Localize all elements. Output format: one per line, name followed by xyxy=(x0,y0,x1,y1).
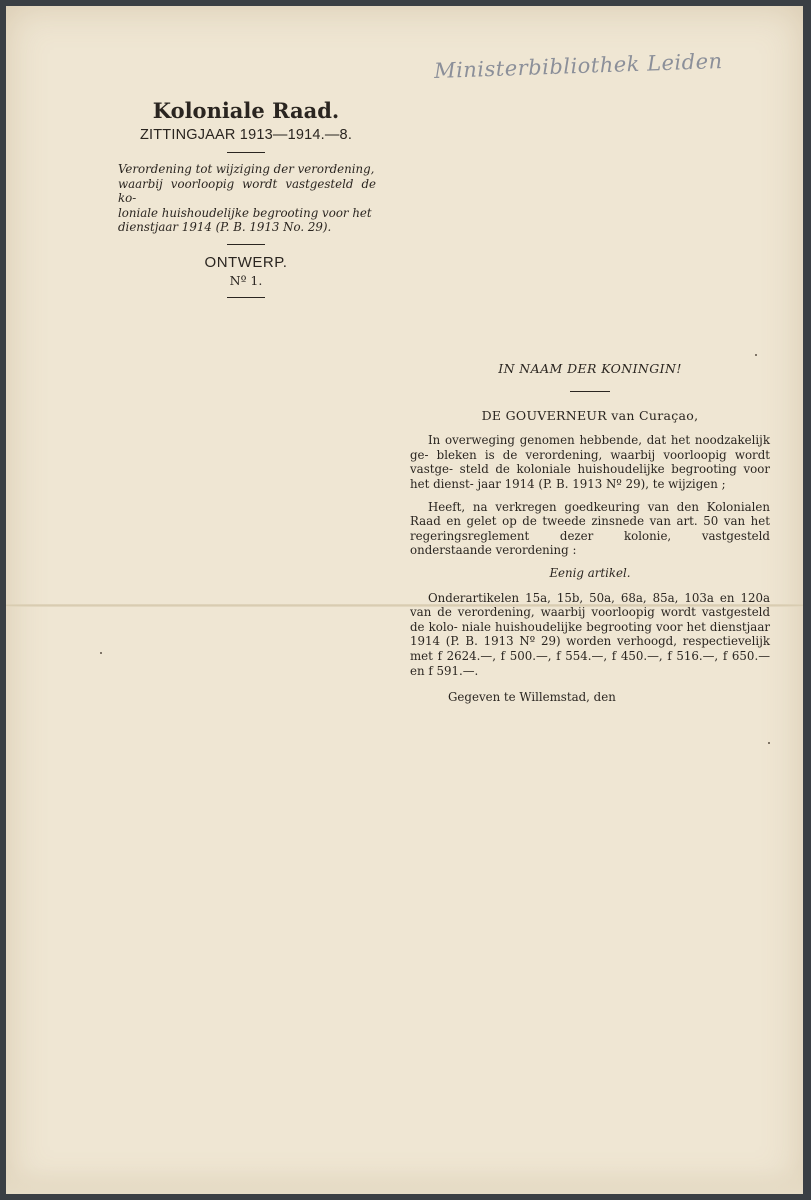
document-header xyxy=(116,98,376,307)
considering-paragraph: In overweging genomen hebbende, dat het noodzakelijk ge- bleken is de verordening, waarbij voorloopig wordt vastge- steld de koloniale huishoudelijke begrooting voor het dienst- jaar 1914 (P. B. 1913 Nº 29), te wijzigen ; xyxy=(410,433,770,491)
paper-speck xyxy=(768,742,770,744)
body-divider xyxy=(570,391,610,392)
given-line: Gegeven te Willemstad, den xyxy=(448,690,616,705)
paper-speck xyxy=(100,652,102,654)
paper-speck xyxy=(755,354,757,356)
draft-label: ONTWERP. xyxy=(204,253,288,271)
header-divider xyxy=(227,297,265,298)
enactment-paragraph: Heeft, na verkregen goedkeuring van den Kolonialen Raad en gelet op de tweede zinsnede van art. 50 van het regeringsreglement dezer kolonie, vastgesteld onderstaande verordening : xyxy=(410,499,770,558)
council-title: Koloniale Raad. xyxy=(152,98,340,123)
document-number: Nº 1. xyxy=(229,272,263,288)
page-edge-shadow xyxy=(6,1166,803,1194)
subject-description xyxy=(118,162,376,235)
ordinance-body xyxy=(410,362,770,716)
article-paragraph: Onderartikelen 15a, 15b, 50a, 68a, 85a, 103a en 120a van de verordening, waarbij voorloopig wordt vastgesteld de kolo- niale huishoudelijke begrooting voor het dienstjaar 1914 (P. B. 1913 Nº 29) worden verhoogd, respectievelijk met f 2624.—, f 500.—, f 554.—, f 450.—, f 516.—, f 650.— en f 591.—. xyxy=(410,590,770,678)
document-page xyxy=(6,6,803,1194)
invocation: IN NAAM DER KONINGIN! xyxy=(498,361,682,376)
handwritten-note: Ministerbibliothek Leiden xyxy=(433,48,723,84)
article-title: Eenig artikel. xyxy=(549,565,631,580)
header-divider xyxy=(227,152,265,153)
header-divider xyxy=(227,244,265,245)
subject-line: loniale huishoudelijke begrooting voor het xyxy=(118,205,372,220)
subject-line: Verordening tot wijziging der verordening, xyxy=(118,162,375,176)
subject-line: dienstjaar 1914 (P. B. 1913 No. 29). xyxy=(118,220,332,234)
governor-line: DE GOUVERNEUR van Curaçao, xyxy=(481,407,699,423)
session-year: ZITTINGJAAR 1913—1914.—8. xyxy=(139,127,353,143)
subject-line: waarbij voorloopig wordt vastgesteld de ko- xyxy=(118,176,376,205)
